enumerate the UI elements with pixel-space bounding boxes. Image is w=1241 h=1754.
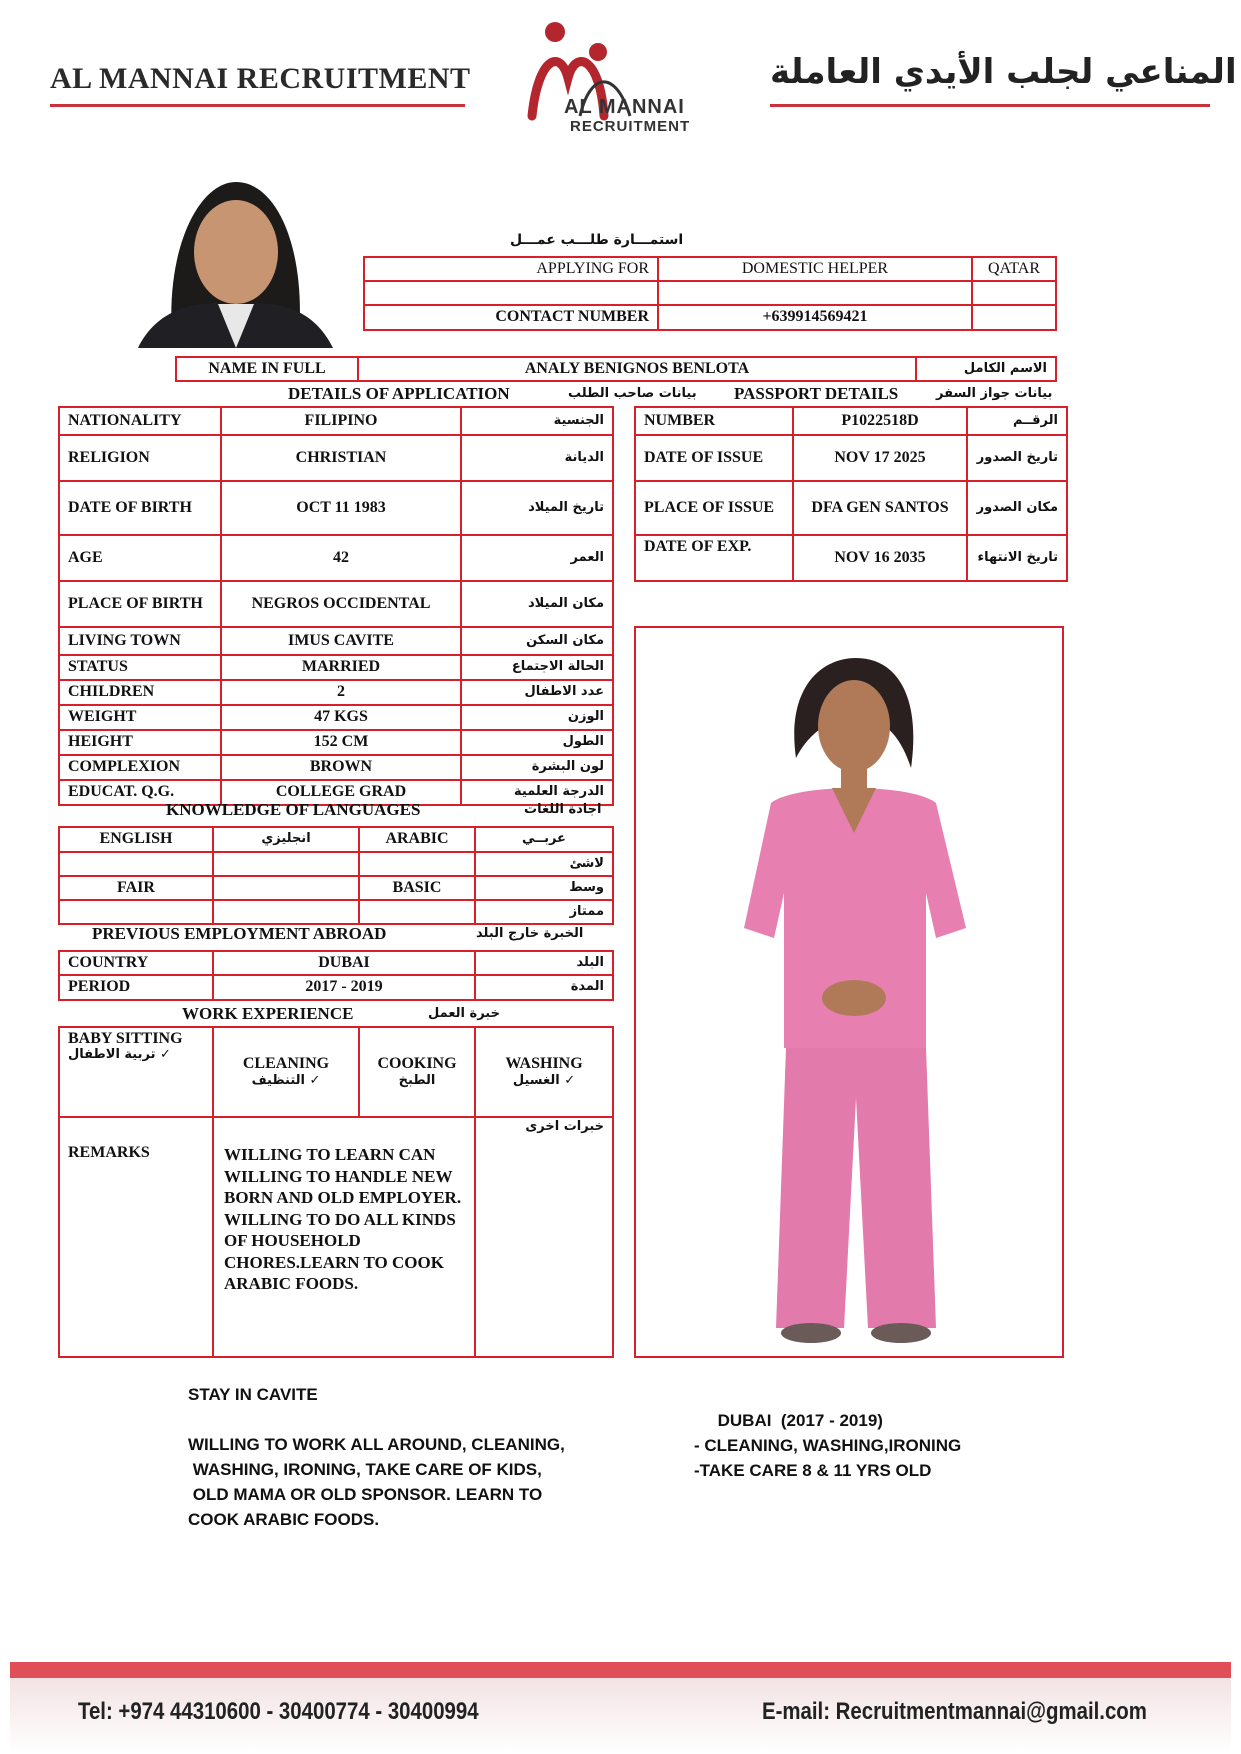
passport-label-ar: تاريخ الصدور [967, 435, 1067, 481]
footer-telephone: Tel: +974 44310600 - 30400774 - 30400994 [78, 1698, 479, 1725]
detail-label: NATIONALITY [59, 407, 221, 435]
languages-section-title: KNOWLEDGE OF LANGUAGES [166, 800, 421, 819]
footer-email: E-mail: Recruitmentmannai@gmail.com [762, 1698, 1147, 1725]
employment-period-label-ar: المدة [475, 975, 613, 999]
passport-label: DATE OF EXP. [635, 535, 793, 581]
detail-value: NEGROS OCCIDENTAL [221, 581, 461, 627]
detail-label-ar: الوزن [461, 705, 613, 730]
passport-label-ar: الرقــم [967, 407, 1067, 435]
detail-value: 47 KGS [221, 705, 461, 730]
detail-value: 42 [221, 535, 461, 581]
detail-label: EDUCAT. Q.G. [59, 780, 221, 805]
passport-label: NUMBER [635, 407, 793, 435]
applicant-full-body-photo [634, 626, 1064, 1358]
detail-label-ar: الجنسية [461, 407, 613, 435]
header-divider-left [50, 104, 465, 107]
detail-label-ar: عدد الاطفال [461, 680, 613, 705]
detail-label-ar: الطول [461, 730, 613, 755]
name-label: NAME IN FULL [176, 357, 358, 381]
detail-label-ar: مكان السكن [461, 627, 613, 655]
employment-section-title-ar: الخبرة خارج البلد [476, 926, 584, 941]
details-section-title: DETAILS OF APPLICATION [288, 384, 510, 403]
language-english-label: ENGLISH [59, 827, 213, 852]
detail-value: 152 CM [221, 730, 461, 755]
detail-value: CHRISTIAN [221, 435, 461, 481]
washing-label: WASHING [505, 1055, 583, 1073]
work-experience-table [58, 1026, 614, 1358]
passport-value: P1022518D [793, 407, 967, 435]
employment-country-value: DUBAI [213, 951, 475, 975]
detail-value: OCT 11 1983 [221, 481, 461, 535]
company-logo [520, 18, 730, 143]
languages-table [58, 826, 614, 925]
experience-cleaning [213, 1027, 359, 1117]
washing-label-ar: الغسيل [512, 1072, 560, 1088]
passport-label-ar: تاريخ الانتهاء [967, 535, 1067, 581]
language-english-label-ar: انجليزي [213, 827, 359, 852]
employment-table [58, 950, 614, 1001]
remarks-text: WILLING TO LEARN CAN WILLING TO HANDLE NEW BORN AND OLD EMPLOYER. WILLING TO DO ALL KINDS OF HOUSEHOLD CHORES.LEARN TO COOK ARABIC FOODS. [213, 1117, 475, 1357]
application-table [363, 256, 1057, 331]
cleaning-check-icon: ✓ [309, 1072, 321, 1088]
detail-label: CHILDREN [59, 680, 221, 705]
washing-check-icon: ✓ [564, 1072, 576, 1088]
level-none-ar: لاشئ [475, 852, 613, 876]
remarks-label: REMARKS [59, 1117, 213, 1357]
company-name-en: AL MANNAI RECRUITMENT [50, 62, 471, 95]
detail-label: LIVING TOWN [59, 627, 221, 655]
passport-details-table [634, 406, 1068, 582]
applicant-portrait-photo [118, 172, 351, 348]
applying-for-country: QATAR [972, 257, 1056, 281]
detail-value: COLLEGE GRAD [221, 780, 461, 805]
arabic-level: BASIC [359, 876, 475, 900]
level-medium-ar: وسط [475, 876, 613, 900]
employment-section-title: PREVIOUS EMPLOYMENT ABROAD [92, 924, 387, 943]
detail-label: COMPLEXION [59, 755, 221, 780]
passport-value: NOV 16 2035 [793, 535, 967, 581]
experience-section-title-ar: خبرة العمل [428, 1006, 500, 1021]
applying-for-position: DOMESTIC HELPER [658, 257, 972, 281]
logo-text-al-mannai: AL MANNAI [564, 96, 685, 118]
babysitting-label: BABY SITTING [68, 1030, 183, 1047]
experience-babysitting [59, 1027, 213, 1117]
passport-label-ar: مكان الصدور [967, 481, 1067, 535]
details-section-title-ar: بيانات صاحب الطلب [568, 386, 697, 401]
contact-number-label: CONTACT NUMBER [364, 305, 658, 329]
footer-band [10, 1662, 1231, 1678]
full-name-value: ANALY BENIGNOS BENLOTA [358, 357, 916, 381]
logo-text-recruitment: RECRUITMENT [570, 118, 691, 135]
experience-washing [475, 1027, 613, 1117]
language-arabic-label: ARABIC [359, 827, 475, 852]
detail-label-ar: لون البشرة [461, 755, 613, 780]
detail-label: STATUS [59, 655, 221, 680]
detail-label: HEIGHT [59, 730, 221, 755]
languages-section-title-ar: اجادة اللغات [524, 802, 602, 817]
other-experience-label-ar: خبرات اخرى [475, 1117, 613, 1357]
header-divider-right [770, 104, 1210, 107]
detail-value: FILIPINO [221, 407, 461, 435]
experience-section-title: WORK EXPERIENCE [182, 1004, 354, 1023]
detail-label-ar: العمر [461, 535, 613, 581]
cooking-label-ar: الطبخ [398, 1072, 436, 1088]
company-name-ar: المناعي لجلب الأيدي العاملة [770, 52, 1237, 92]
passport-section-title: PASSPORT DETAILS [734, 384, 899, 403]
employment-period-value: 2017 - 2019 [213, 975, 475, 999]
employment-period-label: PERIOD [59, 975, 213, 999]
level-excellent-ar: ممتاز [475, 900, 613, 924]
detail-label: WEIGHT [59, 705, 221, 730]
contact-number-value: +639914569421 [658, 305, 972, 329]
notes-right: DUBAI (2017 - 2019) - CLEANING, WASHING,IRONING -TAKE CARE 8 & 11 YRS OLD [694, 1411, 962, 1480]
detail-label: AGE [59, 535, 221, 581]
language-arabic-label-ar: عربــي [475, 827, 613, 852]
detail-label: PLACE OF BIRTH [59, 581, 221, 627]
detail-label: RELIGION [59, 435, 221, 481]
employment-country-label-ar: البلد [475, 951, 613, 975]
cleaning-label-ar: التنظيف [251, 1072, 305, 1088]
detail-label-ar: الديانة [461, 435, 613, 481]
babysitting-label-ar: تربية الاطفال [68, 1047, 156, 1063]
applying-for-label: APPLYING FOR [364, 257, 658, 281]
passport-value: DFA GEN SANTOS [793, 481, 967, 535]
notes-left: STAY IN CAVITE WILLING TO WORK ALL AROUND, CLEANING, WASHING, IRONING, TAKE CARE OF KIDS, OLD MAMA OR OLD SPONSOR. LEARN TO COOK ARABIC FOODS. [188, 1385, 565, 1529]
experience-cooking [359, 1027, 475, 1117]
passport-section-title-ar: بيانات جواز السفر [936, 386, 1053, 401]
name-table [175, 356, 1057, 382]
detail-value: 2 [221, 680, 461, 705]
passport-label: DATE OF ISSUE [635, 435, 793, 481]
detail-value: BROWN [221, 755, 461, 780]
passport-value: NOV 17 2025 [793, 435, 967, 481]
cleaning-label: CLEANING [242, 1055, 330, 1073]
detail-value: IMUS CAVITE [221, 627, 461, 655]
detail-value: MARRIED [221, 655, 461, 680]
detail-label: DATE OF BIRTH [59, 481, 221, 535]
detail-label-ar: الحالة الاجتماع [461, 655, 613, 680]
english-level: FAIR [59, 876, 213, 900]
detail-label-ar: مكان الميلاد [461, 581, 613, 627]
cooking-label: COOKING [377, 1055, 457, 1073]
applicant-details-table [58, 406, 614, 806]
form-title-ar: استمـــارة طلـــب عمـــل [510, 232, 684, 248]
name-label-ar: الاسم الكامل [916, 357, 1056, 381]
babysitting-check-icon: ✓ [160, 1047, 171, 1063]
detail-label-ar: تاريخ الميلاد [461, 481, 613, 535]
passport-label: PLACE OF ISSUE [635, 481, 793, 535]
employment-country-label: COUNTRY [59, 951, 213, 975]
detail-label-ar: الدرجة العلمية [461, 780, 613, 805]
